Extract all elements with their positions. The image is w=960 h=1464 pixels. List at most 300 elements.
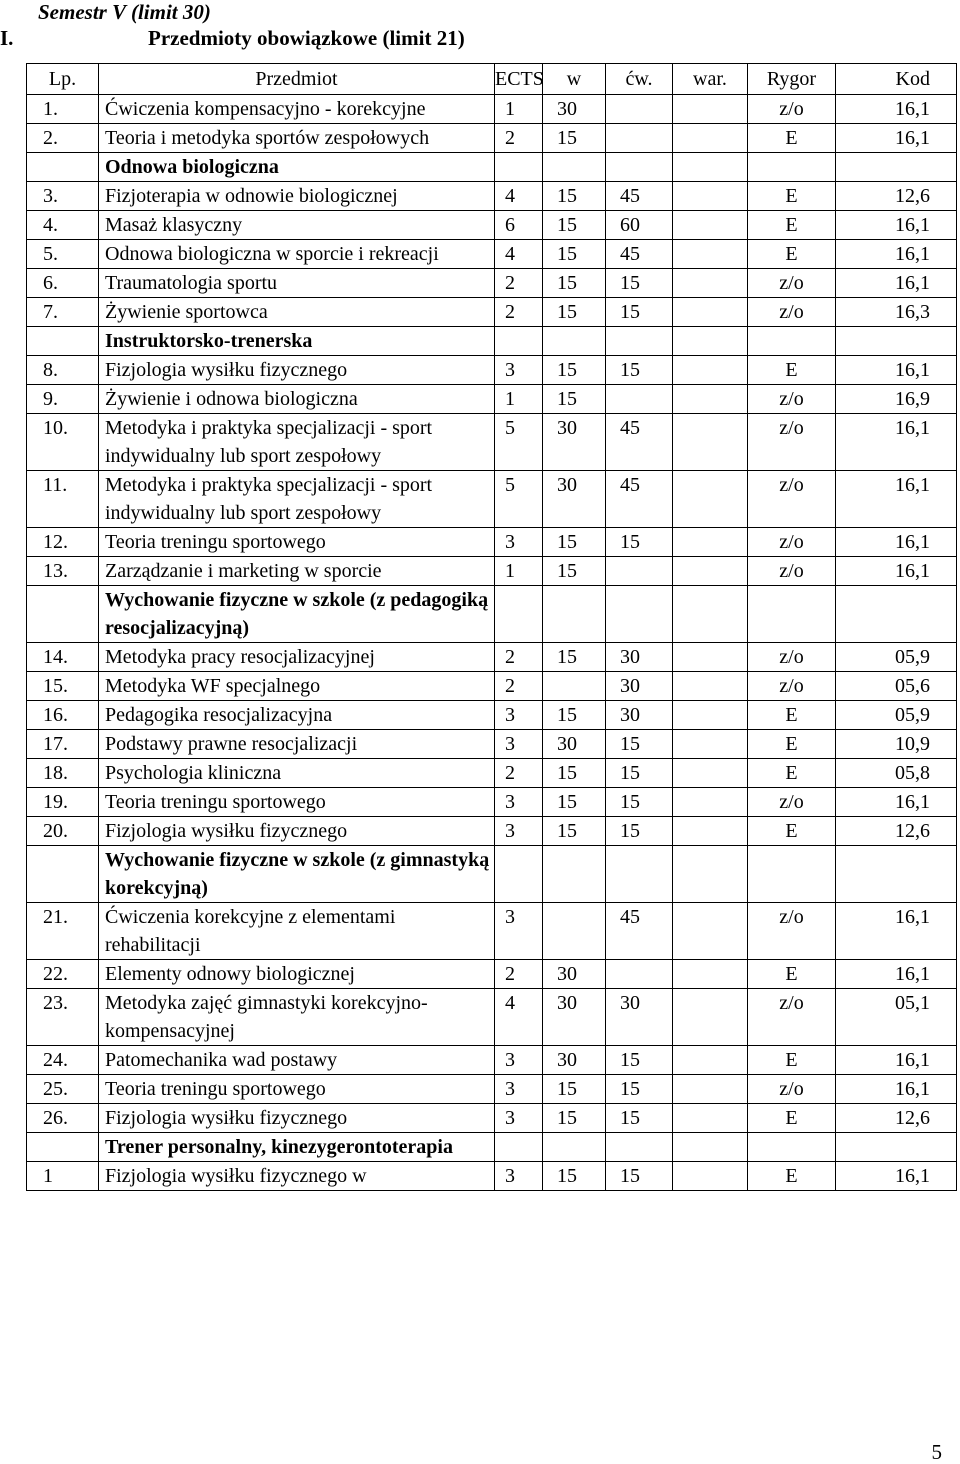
section-row <box>27 1133 957 1162</box>
cw-cell <box>606 586 673 643</box>
cw-cell: 45 <box>606 182 673 211</box>
war-cell <box>673 586 748 643</box>
section-row <box>27 153 957 182</box>
kod-cell: 16,9 <box>836 385 957 414</box>
cw-cell: 15 <box>606 759 673 788</box>
war-cell <box>673 1104 748 1133</box>
kod-cell: 12,6 <box>836 1104 957 1133</box>
cw-cell: 15 <box>606 1075 673 1104</box>
kod-cell: 16,1 <box>836 356 957 385</box>
col-header-ects: ECTS <box>495 64 543 95</box>
rygor-cell: E <box>748 356 836 385</box>
ects-cell: 2 <box>495 643 543 672</box>
war-cell <box>673 960 748 989</box>
cw-cell <box>606 95 673 124</box>
rygor-cell <box>748 846 836 903</box>
ects-cell: 3 <box>495 903 543 960</box>
w-cell: 15 <box>543 557 606 586</box>
lp-cell: 19. <box>27 788 99 817</box>
lp-cell: 1 <box>27 1162 99 1191</box>
section-heading <box>0 24 465 52</box>
lp-cell: 8. <box>27 356 99 385</box>
w-cell: 15 <box>543 528 606 557</box>
kod-cell: 05,1 <box>836 989 957 1046</box>
rygor-cell: z/o <box>748 298 836 327</box>
rygor-cell: E <box>748 759 836 788</box>
cw-cell: 15 <box>606 1104 673 1133</box>
table-row <box>27 1075 957 1104</box>
lp-cell <box>27 327 99 356</box>
lp-cell: 5. <box>27 240 99 269</box>
cw-cell: 45 <box>606 414 673 471</box>
kod-cell: 05,6 <box>836 672 957 701</box>
lp-cell: 14. <box>27 643 99 672</box>
section-title-cell: Wychowanie fizyczne w szkole (z pedagogiką resocjalizacyjną) <box>99 586 495 643</box>
table-row <box>27 701 957 730</box>
table-row <box>27 1104 957 1133</box>
kod-cell: 16,1 <box>836 788 957 817</box>
w-cell <box>543 153 606 182</box>
kod-cell: 16,1 <box>836 1075 957 1104</box>
subject-cell: Fizjologia wysiłku fizycznego <box>99 817 495 846</box>
ects-cell <box>495 153 543 182</box>
subject-cell: Podstawy prawne resocjalizacji <box>99 730 495 759</box>
section-title-cell: Trener personalny, kinezygerontoterapia <box>99 1133 495 1162</box>
table-row <box>27 817 957 846</box>
rygor-cell: E <box>748 1162 836 1191</box>
rygor-cell: z/o <box>748 557 836 586</box>
lp-cell <box>27 1133 99 1162</box>
table-row <box>27 960 957 989</box>
section-row <box>27 327 957 356</box>
w-cell: 15 <box>543 1075 606 1104</box>
table-row <box>27 557 957 586</box>
cw-cell: 15 <box>606 298 673 327</box>
semester-heading: Semestr V (limit 30) <box>38 0 211 24</box>
ects-cell: 2 <box>495 298 543 327</box>
kod-cell <box>836 1133 957 1162</box>
war-cell <box>673 1162 748 1191</box>
kod-cell: 16,1 <box>836 903 957 960</box>
subject-cell: Metodyka zajęć gimnastyki korekcyjno-kompensacyjnej <box>99 989 495 1046</box>
kod-cell: 16,1 <box>836 240 957 269</box>
subject-cell: Metodyka pracy resocjalizacyjnej <box>99 643 495 672</box>
subject-cell: Fizjologia wysiłku fizycznego <box>99 1104 495 1133</box>
lp-cell: 17. <box>27 730 99 759</box>
rygor-cell: z/o <box>748 788 836 817</box>
col-header-war: war. <box>673 64 748 95</box>
war-cell <box>673 298 748 327</box>
col-header-cw: ćw. <box>606 64 673 95</box>
subject-cell: Metodyka i praktyka specjalizacji - sport indywidualny lub sport zespołowy <box>99 414 495 471</box>
ects-cell: 3 <box>495 788 543 817</box>
subject-cell: Traumatologia sportu <box>99 269 495 298</box>
ects-cell: 2 <box>495 124 543 153</box>
war-cell <box>673 643 748 672</box>
w-cell <box>543 672 606 701</box>
w-cell <box>543 903 606 960</box>
table-row <box>27 471 957 528</box>
lp-cell: 3. <box>27 182 99 211</box>
kod-cell: 05,8 <box>836 759 957 788</box>
subject-cell: Żywienie i odnowa biologiczna <box>99 385 495 414</box>
w-cell: 15 <box>543 356 606 385</box>
table-row <box>27 903 957 960</box>
lp-cell: 12. <box>27 528 99 557</box>
rygor-cell: z/o <box>748 643 836 672</box>
kod-cell: 16,1 <box>836 95 957 124</box>
lp-cell: 2. <box>27 124 99 153</box>
rygor-cell: E <box>748 182 836 211</box>
lp-cell: 4. <box>27 211 99 240</box>
table-row <box>27 182 957 211</box>
cw-cell: 15 <box>606 1162 673 1191</box>
cw-cell <box>606 557 673 586</box>
rygor-cell: E <box>748 701 836 730</box>
kod-cell <box>836 327 957 356</box>
cw-cell <box>606 1133 673 1162</box>
subject-cell: Teoria treningu sportowego <box>99 528 495 557</box>
rygor-cell <box>748 327 836 356</box>
w-cell: 15 <box>543 1162 606 1191</box>
subject-cell: Masaż klasyczny <box>99 211 495 240</box>
w-cell: 15 <box>543 298 606 327</box>
kod-cell: 05,9 <box>836 701 957 730</box>
section-row <box>27 846 957 903</box>
lp-cell: 25. <box>27 1075 99 1104</box>
cw-cell: 15 <box>606 269 673 298</box>
table-row <box>27 672 957 701</box>
rygor-cell <box>748 586 836 643</box>
cw-cell: 15 <box>606 356 673 385</box>
table-row <box>27 385 957 414</box>
w-cell: 15 <box>543 385 606 414</box>
w-cell <box>543 846 606 903</box>
war-cell <box>673 385 748 414</box>
subject-cell: Metodyka i praktyka specjalizacji - sport indywidualny lub sport zespołowy <box>99 471 495 528</box>
ects-cell: 4 <box>495 240 543 269</box>
lp-cell: 23. <box>27 989 99 1046</box>
courses-table <box>26 63 957 1191</box>
cw-cell <box>606 153 673 182</box>
ects-cell: 3 <box>495 730 543 759</box>
table-row <box>27 989 957 1046</box>
subject-cell: Pedagogika resocjalizacyjna <box>99 701 495 730</box>
war-cell <box>673 672 748 701</box>
lp-cell: 20. <box>27 817 99 846</box>
war-cell <box>673 327 748 356</box>
rygor-cell: E <box>748 124 836 153</box>
w-cell: 30 <box>543 471 606 528</box>
ects-cell: 3 <box>495 1162 543 1191</box>
rygor-cell: z/o <box>748 1075 836 1104</box>
kod-cell <box>836 846 957 903</box>
lp-cell: 16. <box>27 701 99 730</box>
table-body <box>27 95 957 1191</box>
rygor-cell: E <box>748 730 836 759</box>
rygor-cell: E <box>748 240 836 269</box>
ects-cell: 3 <box>495 1046 543 1075</box>
lp-cell: 10. <box>27 414 99 471</box>
war-cell <box>673 846 748 903</box>
lp-cell: 1. <box>27 95 99 124</box>
subject-cell: Teoria i metodyka sportów zespołowych <box>99 124 495 153</box>
rygor-cell: z/o <box>748 672 836 701</box>
rygor-cell: E <box>748 1104 836 1133</box>
table-row <box>27 528 957 557</box>
kod-cell: 16,3 <box>836 298 957 327</box>
lp-cell: 22. <box>27 960 99 989</box>
kod-cell: 12,6 <box>836 182 957 211</box>
subject-cell: Żywienie sportowca <box>99 298 495 327</box>
lp-cell: 7. <box>27 298 99 327</box>
w-cell: 30 <box>543 730 606 759</box>
ects-cell: 5 <box>495 471 543 528</box>
war-cell <box>673 1133 748 1162</box>
table-row <box>27 240 957 269</box>
w-cell: 15 <box>543 269 606 298</box>
rygor-cell: z/o <box>748 471 836 528</box>
w-cell: 30 <box>543 95 606 124</box>
ects-cell: 2 <box>495 269 543 298</box>
lp-cell: 9. <box>27 385 99 414</box>
kod-cell: 10,9 <box>836 730 957 759</box>
w-cell <box>543 586 606 643</box>
rygor-cell <box>748 1133 836 1162</box>
table-row <box>27 1046 957 1075</box>
w-cell: 30 <box>543 989 606 1046</box>
table-row <box>27 1162 957 1191</box>
section-title-cell: Instruktorsko-trenerska <box>99 327 495 356</box>
table-row <box>27 730 957 759</box>
col-header-subject: Przedmiot <box>99 64 495 95</box>
subject-cell: Odnowa biologiczna w sporcie i rekreacji <box>99 240 495 269</box>
rygor-cell: z/o <box>748 989 836 1046</box>
kod-cell <box>836 153 957 182</box>
ects-cell: 2 <box>495 960 543 989</box>
col-header-kod: Kod <box>836 64 957 95</box>
cw-cell: 15 <box>606 817 673 846</box>
rygor-cell: z/o <box>748 528 836 557</box>
ects-cell: 2 <box>495 759 543 788</box>
subject-cell: Ćwiczenia kompensacyjno - korekcyjne <box>99 95 495 124</box>
w-cell <box>543 1133 606 1162</box>
cw-cell: 60 <box>606 211 673 240</box>
w-cell: 15 <box>543 211 606 240</box>
war-cell <box>673 356 748 385</box>
rygor-cell <box>748 153 836 182</box>
ects-cell: 3 <box>495 817 543 846</box>
kod-cell: 16,1 <box>836 211 957 240</box>
war-cell <box>673 557 748 586</box>
war-cell <box>673 124 748 153</box>
subject-cell: Fizjoterapia w odnowie biologicznej <box>99 182 495 211</box>
kod-cell: 16,1 <box>836 557 957 586</box>
war-cell <box>673 730 748 759</box>
kod-cell: 16,1 <box>836 269 957 298</box>
lp-cell: 15. <box>27 672 99 701</box>
page-number: 5 <box>931 1440 942 1464</box>
cw-cell: 15 <box>606 730 673 759</box>
subject-cell: Ćwiczenia korekcyjne z elementami rehabilitacji <box>99 903 495 960</box>
subject-cell: Fizjologia wysiłku fizycznego w <box>99 1162 495 1191</box>
col-header-rygor: Rygor <box>748 64 836 95</box>
ects-cell <box>495 846 543 903</box>
table-row <box>27 759 957 788</box>
war-cell <box>673 989 748 1046</box>
war-cell <box>673 903 748 960</box>
rygor-cell: z/o <box>748 95 836 124</box>
kod-cell: 16,1 <box>836 471 957 528</box>
ects-cell: 3 <box>495 1075 543 1104</box>
cw-cell <box>606 327 673 356</box>
war-cell <box>673 759 748 788</box>
war-cell <box>673 269 748 298</box>
war-cell <box>673 1046 748 1075</box>
ects-cell: 3 <box>495 356 543 385</box>
table-row <box>27 124 957 153</box>
w-cell: 15 <box>543 182 606 211</box>
table-row <box>27 414 957 471</box>
war-cell <box>673 182 748 211</box>
col-header-w: w <box>543 64 606 95</box>
war-cell <box>673 153 748 182</box>
w-cell: 15 <box>543 1104 606 1133</box>
rygor-cell: E <box>748 211 836 240</box>
ects-cell: 3 <box>495 528 543 557</box>
subject-cell: Teoria treningu sportowego <box>99 788 495 817</box>
ects-cell <box>495 586 543 643</box>
cw-cell: 30 <box>606 643 673 672</box>
ects-cell: 4 <box>495 182 543 211</box>
subject-cell: Psychologia kliniczna <box>99 759 495 788</box>
war-cell <box>673 95 748 124</box>
war-cell <box>673 211 748 240</box>
subject-cell: Elementy odnowy biologicznej <box>99 960 495 989</box>
cw-cell: 15 <box>606 1046 673 1075</box>
kod-cell: 16,1 <box>836 1046 957 1075</box>
w-cell: 15 <box>543 124 606 153</box>
cw-cell: 15 <box>606 788 673 817</box>
subject-cell: Zarządzanie i marketing w sporcie <box>99 557 495 586</box>
w-cell: 15 <box>543 240 606 269</box>
table-row <box>27 643 957 672</box>
cw-cell <box>606 846 673 903</box>
cw-cell: 15 <box>606 528 673 557</box>
rygor-cell: E <box>748 817 836 846</box>
w-cell: 15 <box>543 759 606 788</box>
table-row <box>27 269 957 298</box>
ects-cell: 6 <box>495 211 543 240</box>
lp-cell <box>27 153 99 182</box>
ects-cell: 4 <box>495 989 543 1046</box>
kod-cell: 12,6 <box>836 817 957 846</box>
rygor-cell: z/o <box>748 269 836 298</box>
lp-cell: 26. <box>27 1104 99 1133</box>
table-row <box>27 298 957 327</box>
rygor-cell: E <box>748 1046 836 1075</box>
lp-cell: 11. <box>27 471 99 528</box>
rygor-cell: E <box>748 960 836 989</box>
kod-cell: 16,1 <box>836 1162 957 1191</box>
cw-cell: 45 <box>606 903 673 960</box>
kod-cell: 16,1 <box>836 528 957 557</box>
war-cell <box>673 817 748 846</box>
lp-cell: 18. <box>27 759 99 788</box>
table-row <box>27 211 957 240</box>
w-cell: 30 <box>543 414 606 471</box>
kod-cell <box>836 586 957 643</box>
col-header-lp: Lp. <box>27 64 99 95</box>
w-cell: 30 <box>543 1046 606 1075</box>
cw-cell: 30 <box>606 672 673 701</box>
war-cell <box>673 1075 748 1104</box>
kod-cell: 05,9 <box>836 643 957 672</box>
section-row <box>27 586 957 643</box>
ects-cell <box>495 327 543 356</box>
subject-cell: Teoria treningu sportowego <box>99 1075 495 1104</box>
lp-cell: 24. <box>27 1046 99 1075</box>
table-row <box>27 788 957 817</box>
w-cell: 15 <box>543 643 606 672</box>
lp-cell: 21. <box>27 903 99 960</box>
ects-cell: 2 <box>495 672 543 701</box>
w-cell: 15 <box>543 788 606 817</box>
war-cell <box>673 701 748 730</box>
w-cell: 15 <box>543 817 606 846</box>
ects-cell: 1 <box>495 557 543 586</box>
table-row <box>27 356 957 385</box>
kod-cell: 16,1 <box>836 414 957 471</box>
lp-cell <box>27 846 99 903</box>
lp-cell: 13. <box>27 557 99 586</box>
war-cell <box>673 471 748 528</box>
w-cell: 30 <box>543 960 606 989</box>
cw-cell <box>606 385 673 414</box>
ects-cell <box>495 1133 543 1162</box>
rygor-cell: z/o <box>748 903 836 960</box>
subject-cell: Fizjologia wysiłku fizycznego <box>99 356 495 385</box>
kod-cell: 16,1 <box>836 124 957 153</box>
kod-cell: 16,1 <box>836 960 957 989</box>
cw-cell <box>606 124 673 153</box>
cw-cell: 30 <box>606 701 673 730</box>
cw-cell <box>606 960 673 989</box>
section-roman: I. <box>0 26 14 50</box>
section-title: Przedmioty obowiązkowe (limit 21) <box>148 26 465 50</box>
table-header-row <box>27 64 957 95</box>
subject-cell: Metodyka WF specjalnego <box>99 672 495 701</box>
lp-cell <box>27 586 99 643</box>
cw-cell: 45 <box>606 240 673 269</box>
subject-cell: Patomechanika wad postawy <box>99 1046 495 1075</box>
war-cell <box>673 414 748 471</box>
war-cell <box>673 528 748 557</box>
war-cell <box>673 788 748 817</box>
ects-cell: 1 <box>495 385 543 414</box>
cw-cell: 30 <box>606 989 673 1046</box>
rygor-cell: z/o <box>748 385 836 414</box>
table-row <box>27 95 957 124</box>
section-title-cell: Wychowanie fizyczne w szkole (z gimnastyką korekcyjną) <box>99 846 495 903</box>
section-title-cell: Odnowa biologiczna <box>99 153 495 182</box>
ects-cell: 3 <box>495 1104 543 1133</box>
w-cell: 15 <box>543 701 606 730</box>
ects-cell: 1 <box>495 95 543 124</box>
ects-cell: 5 <box>495 414 543 471</box>
war-cell <box>673 240 748 269</box>
ects-cell: 3 <box>495 701 543 730</box>
